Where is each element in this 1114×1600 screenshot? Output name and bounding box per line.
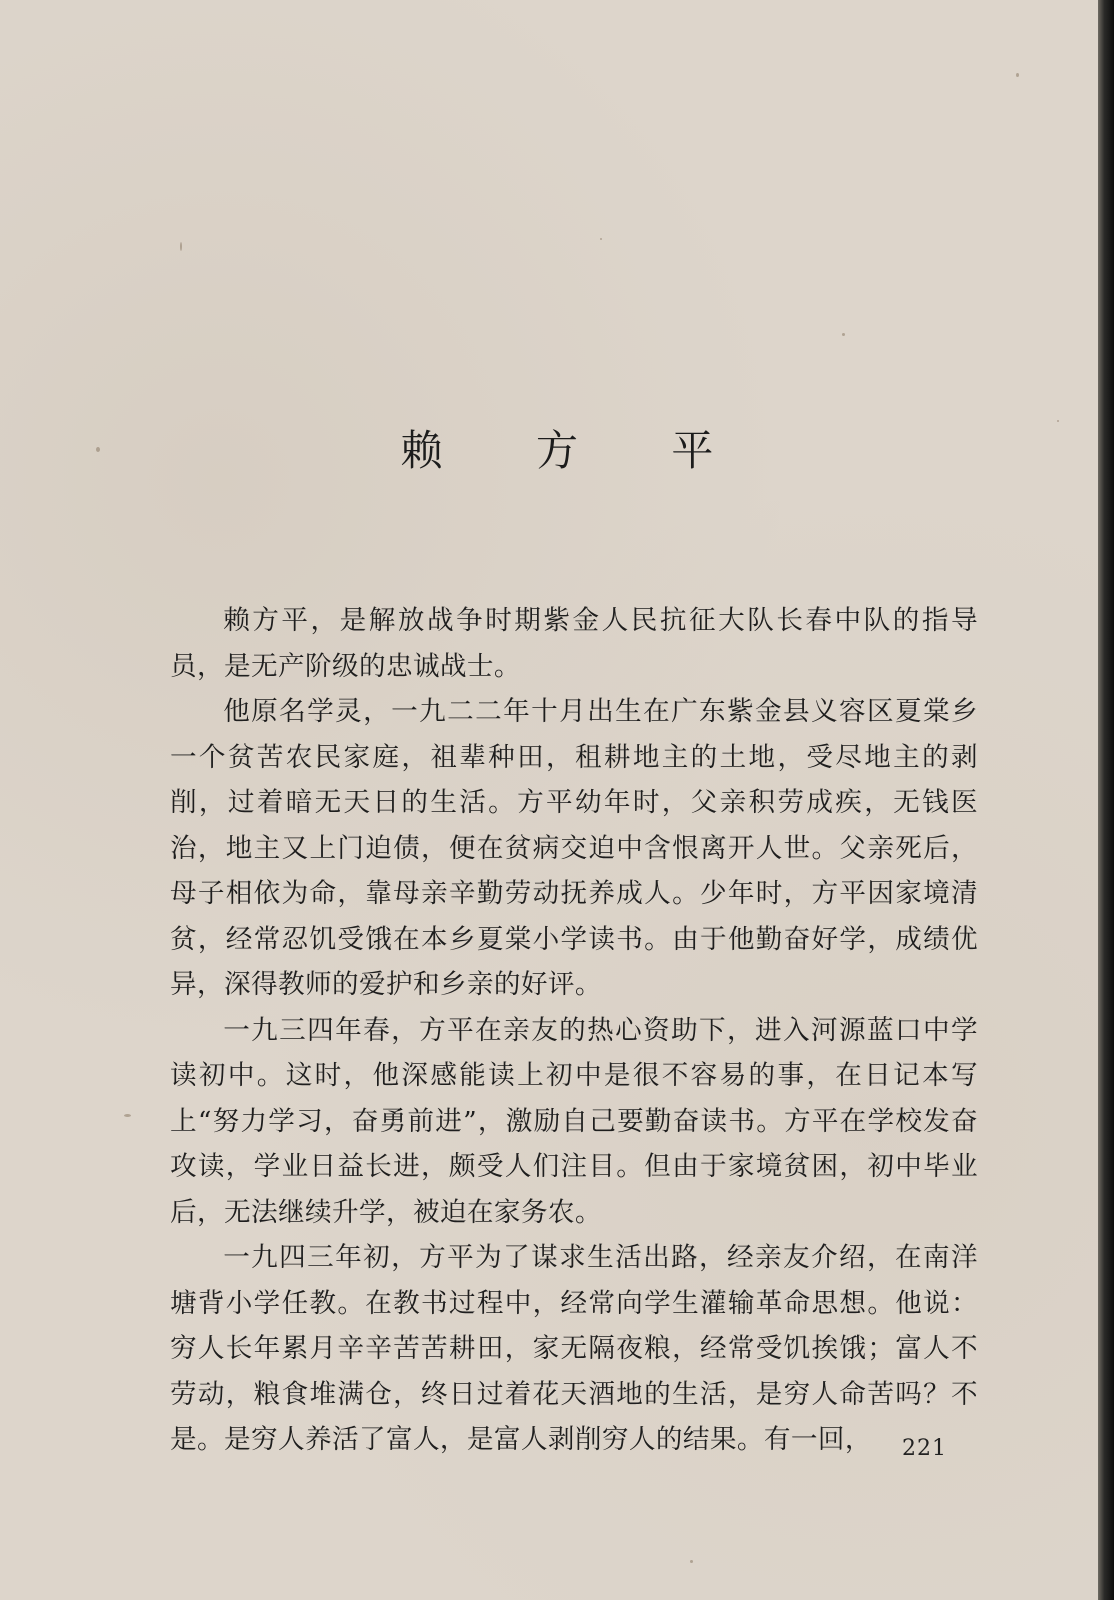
paragraph: 赖方平，是解放战争时期紫金人民抗征大队长春中队的指导员，是无产阶级的忠诚战士。 [170, 605, 978, 682]
paper-speck [842, 333, 845, 336]
paragraph: 一九三四年春，方平在亲友的热心资助下，进入河源蓝口中学读初中。这时，他深感能读上初中是很不容易的事，在日记本写上“努力学习，奋勇前进”，激励自己要勤奋读书。方平在学校发奋攻读，学业日益长进，颇受人们注目。但由于家境贫困，初中毕业后，无法继续升学，被迫在家务农。 [170, 1014, 978, 1228]
paragraph: 一九四三年初，方平为了谋求生活出路，经亲友介绍，在南洋塘背小学任教。在教书过程中，经常向学生灌输革命思想。他说：穷人长年累月辛辛苦苦耕田，家无隔夜粮，经常受饥挨饿；富人不劳动，粮食堆满仓，终日过着花天酒地的生活，是穷人命苦吗？不是。是穷人养活了富人，是富人剥削穷人的结果。有一回， [170, 1242, 978, 1455]
paragraph: 他原名学灵，一九二二年十月出生在广东紫金县义容区夏棠乡一个贫苦农民家庭，祖辈种田，租耕地主的土地，受尽地主的剥削，过着暗无天日的生活。方平幼年时，父亲积劳成疾，无钱医治，地主又上门迫债，便在贫病交迫中含恨离开人世。父亲死后，母子相依为命，靠母亲辛勤劳动抚养成人。少年时，方平因家境清贫，经常忍饥受饿在本乡夏棠小学读书。由于他勤奋好学，成绩优异，深得教师的爱护和乡亲的好评。 [170, 696, 978, 1000]
paper-speck [124, 1114, 131, 1117]
paper-speck [600, 238, 602, 240]
page-title: 赖 方 平 [400, 426, 754, 475]
paper-speck [1016, 73, 1019, 77]
paper-speck [690, 1560, 693, 1563]
body-text [170, 598, 978, 1463]
scan-edge [1098, 0, 1114, 1600]
paper-speck [180, 242, 182, 251]
page-number: 221 [902, 1436, 947, 1461]
